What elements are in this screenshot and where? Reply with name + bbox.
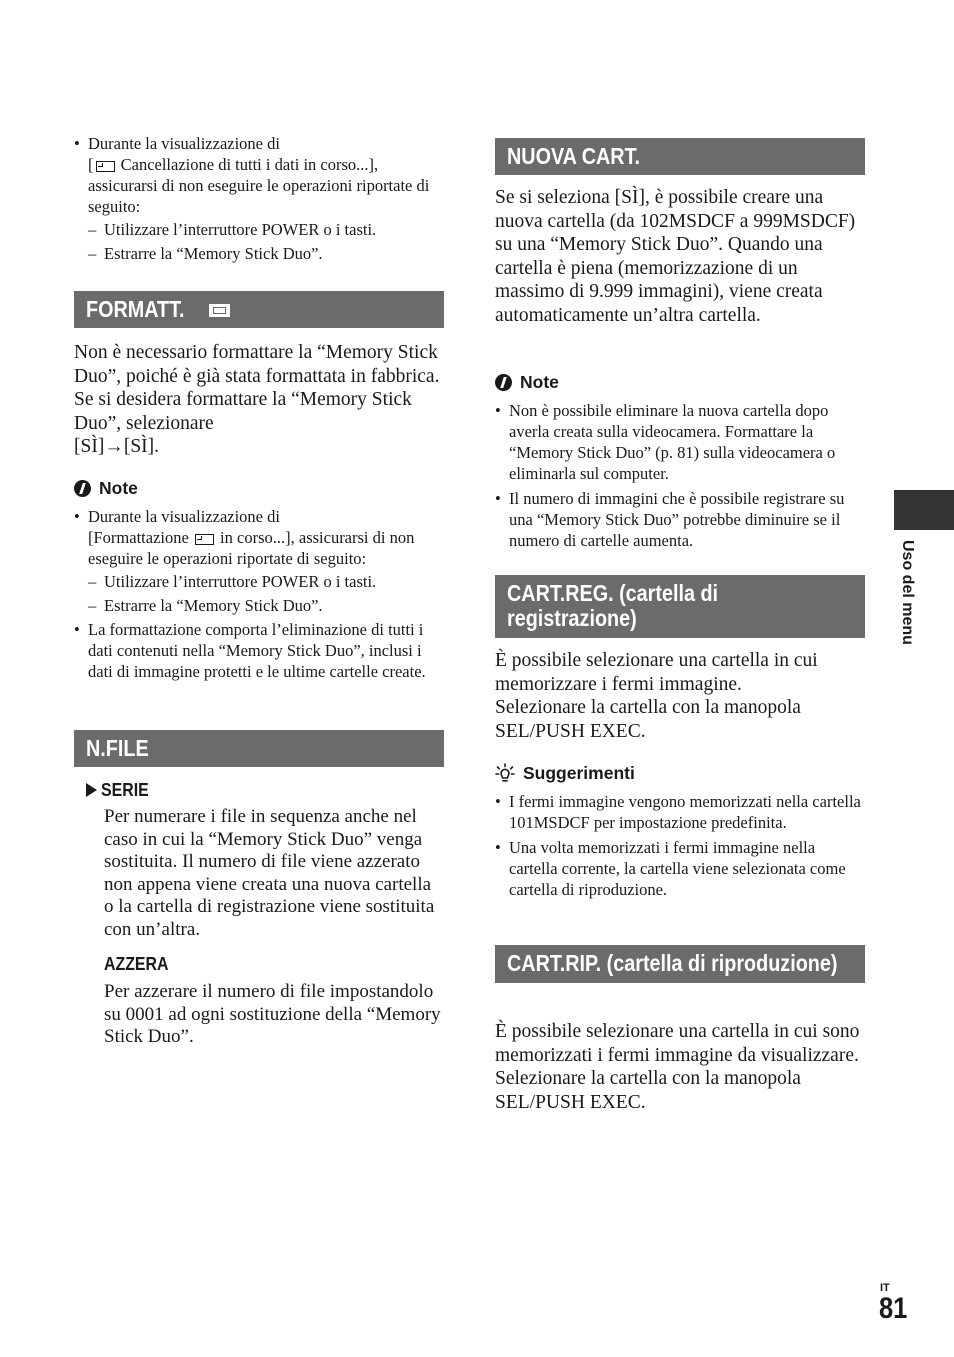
cart-reg-tips [495, 791, 865, 900]
section-header-cart-rip: CART.RIP. (cartella di riproduzione) [495, 945, 865, 983]
cart-reg-tips-heading: Suggerimenti [495, 762, 635, 784]
memory-stick-icon [195, 534, 214, 545]
section-header-cart-reg: CART.REG. (cartella di registrazione) [495, 575, 865, 638]
note-item: • Il numero di immagini che è possibile registrare su una “Memory Stick Duo” potrebbe diminuire se il numero di cartelle aumenta. [495, 488, 865, 551]
option-serie-text: Per numerare i file in sequenza anche nel caso in cui la “Memory Stick Duo” venga sostituita. Il numero di file viene azzerato non appena viene creata una nuova cartella o la cartella di registrazione viene sostituita con un’altra. [104, 806, 435, 940]
memory-stick-icon [209, 304, 230, 317]
formatt-note-heading: Note [74, 477, 138, 499]
option-azzera-label: AZZERA [104, 953, 169, 974]
page-language: IT [880, 1282, 890, 1294]
lightbulb-icon [495, 763, 515, 783]
note-item: • La formattazione comporta l’eliminazione di tutti i dati contenuti nella “Memory Stick Duo”, inclusi i dati di immagine protetti e le ultime cartelle create. [74, 619, 444, 682]
option-serie-label: SERIE [86, 779, 157, 801]
nuova-note-heading: Note [495, 371, 559, 393]
chapter-label: Uso del menu [899, 540, 916, 645]
note-icon [74, 480, 91, 497]
tip-item: • I fermi immagine vengono memorizzati nella cartella 101MSDCF per impostazione predefinita. [495, 791, 865, 833]
intro-dash-item: – Estrarre la “Memory Stick Duo”. [88, 243, 444, 264]
note-dashes [88, 571, 444, 616]
note-icon [495, 374, 512, 391]
intro-dashes [88, 219, 444, 264]
cart-rip-body: È possibile selezionare una cartella in cui sono memorizzati i fermi immagine da visualizzare. Selezionare la cartella con la manopola SEL/PUSH EXEC. [495, 1021, 860, 1113]
intro-bullet: • Durante la visualizzazione di [ Cancellazione di tutti i dati in corso...], assicurarsi di non eseguire le operazioni riportate di seguito: – Utilizzare l’interruttore POWER o i tasti. – Estrarre la “Memory Stick Duo”. [74, 133, 444, 264]
tip-item: • Una volta memorizzati i fermi immagine nella cartella corrente, la cartella viene selezionata come cartella di riproduzione. [495, 837, 865, 900]
formatt-body: Non è necessario formattare la “Memory Stick Duo”, poiché è già stata formattata in fabbrica. Se si desidera formattare la “Memory Stick Duo”, selezionare [SÌ]→[SÌ]. [74, 342, 440, 458]
nuova-notes [495, 400, 865, 551]
chapter-tab [894, 490, 954, 530]
memory-stick-icon [96, 161, 115, 172]
intro-dash-item: – Utilizzare l’interruttore POWER o i tasti. [88, 219, 444, 240]
intro-bullets [74, 133, 444, 267]
note-item: • Non è possibile eliminare la nuova cartella dopo averla creata sulla videocamera. Formattare la “Memory Stick Duo” (p. 81) sulla videocamera o eliminarla sul computer. [495, 400, 865, 484]
section-header-nfile: N.FILE [74, 730, 444, 767]
section-header-nuova-cart: NUOVA CART. [495, 138, 865, 175]
page-number: 81 [879, 1292, 908, 1325]
nuova-cart-body: Se si seleziona [SÌ], è possibile creare una nuova cartella (da 102MSDCF a 999MSDCF) su una “Memory Stick Duo”. Quando una cartella è piena (memorizzazione di un massimo di 9.999 immagini), viene creata automaticamente un’altra cartella. [495, 187, 856, 326]
selected-arrow-icon [86, 783, 97, 797]
note-item: • Durante la visualizzazione di [Formattazione in corso...], assicurarsi di non eseguire le operazioni riportate di seguito: – Utilizzare l’interruttore POWER o i tasti. – Estrarre la “Memory Stick Duo”. [74, 506, 444, 616]
option-azzera-text: Per azzerare il numero di file impostandolo su 0001 ad ogni sostituzione della “Memory Stick Duo”. [104, 981, 441, 1048]
cart-reg-body: È possibile selezionare una cartella in cui memorizzare i fermi immagine. Selezionare la cartella con la manopola SEL/PUSH EXEC. [495, 650, 818, 742]
note-dash-item: – Utilizzare l’interruttore POWER o i tasti. [88, 571, 444, 592]
note-dash-item: – Estrarre la “Memory Stick Duo”. [88, 595, 444, 616]
formatt-notes [74, 506, 444, 682]
section-header-formatt: FORMATT. [74, 291, 444, 328]
